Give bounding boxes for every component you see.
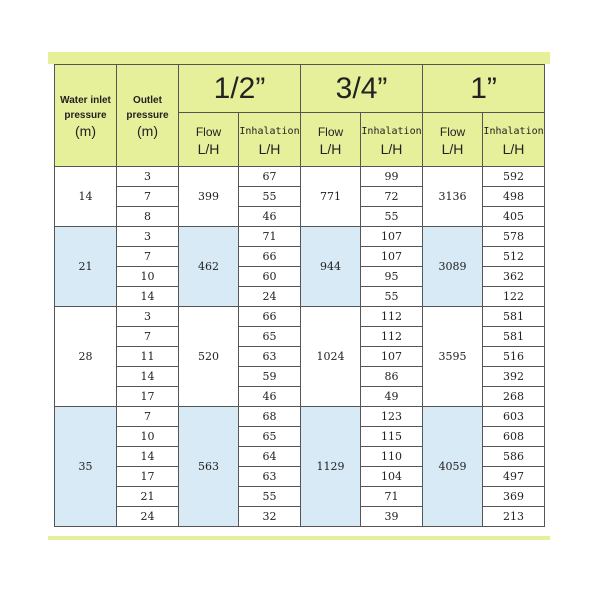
outlet-pressure-cell: 17	[117, 387, 179, 407]
inhalation-cell: 60	[239, 267, 301, 287]
inhalation-label: Inhalation	[239, 125, 300, 137]
inhalation-cell: 392	[483, 367, 545, 387]
flow-cell: 3089	[423, 227, 483, 307]
flow-cell: 3136	[423, 167, 483, 227]
inhalation-cell: 63	[239, 467, 301, 487]
inhalation-cell: 603	[483, 407, 545, 427]
inhalation-label: Inhalation	[361, 125, 422, 137]
inhalation-cell: 107	[361, 227, 423, 247]
inhalation-cell: 115	[361, 427, 423, 447]
flow-cell: 1129	[301, 407, 361, 527]
flow-header	[301, 113, 361, 167]
table-body	[55, 167, 545, 527]
outlet-pressure-cell: 14	[117, 447, 179, 467]
outlet-pressure-cell: 3	[117, 307, 179, 327]
top-accent-bar	[48, 52, 550, 64]
flow-cell: 563	[179, 407, 239, 527]
inhalation-cell: 362	[483, 267, 545, 287]
outlet-pressure-cell: 21	[117, 487, 179, 507]
inhalation-cell: 55	[239, 187, 301, 207]
inhalation-cell: 65	[239, 327, 301, 347]
outlet-pressure-cell: 14	[117, 287, 179, 307]
inhalation-cell: 586	[483, 447, 545, 467]
inhalation-cell: 55	[361, 207, 423, 227]
inhalation-cell: 65	[239, 427, 301, 447]
flow-label: Flow	[439, 124, 466, 139]
inhalation-cell: 112	[361, 327, 423, 347]
inhalation-cell: 123	[361, 407, 423, 427]
inhalation-cell: 46	[239, 207, 301, 227]
inhalation-cell: 498	[483, 187, 545, 207]
inhalation-cell: 99	[361, 167, 423, 187]
inlet-pressure-cell: 28	[55, 307, 117, 407]
outlet-pressure-cell: 3	[117, 227, 179, 247]
inlet-pressure-header	[55, 65, 117, 167]
inhalation-cell: 107	[361, 247, 423, 267]
outlet-pressure-cell: 7	[117, 407, 179, 427]
inlet-pressure-cell: 35	[55, 407, 117, 527]
outlet-pressure-cell: 24	[117, 507, 179, 527]
inhalation-cell: 46	[239, 387, 301, 407]
table-row	[55, 307, 545, 327]
outlet-header-line2: pressure	[126, 109, 169, 121]
outlet-pressure-cell: 7	[117, 187, 179, 207]
outlet-header-unit: (m)	[137, 122, 158, 139]
inhalation-cell: 497	[483, 467, 545, 487]
outlet-pressure-cell: 7	[117, 247, 179, 267]
outlet-header-line1: Outlet	[133, 94, 162, 106]
outlet-pressure-cell: 3	[117, 167, 179, 187]
pressure-flow-table	[54, 64, 545, 527]
inhalation-header	[361, 113, 423, 167]
inhalation-header	[483, 113, 545, 167]
flow-cell: 944	[301, 227, 361, 307]
inhalation-cell: 64	[239, 447, 301, 467]
inhalation-cell: 71	[239, 227, 301, 247]
flow-cell: 520	[179, 307, 239, 407]
flow-label: Flow	[195, 124, 222, 139]
flow-cell: 3595	[423, 307, 483, 407]
inlet-header-unit: (m)	[75, 122, 96, 139]
inhalation-cell: 268	[483, 387, 545, 407]
outlet-pressure-cell: 11	[117, 347, 179, 367]
inhalation-cell: 39	[361, 507, 423, 527]
inhalation-cell: 581	[483, 307, 545, 327]
outlet-pressure-cell: 7	[117, 327, 179, 347]
flow-header	[179, 113, 239, 167]
inhalation-cell: 67	[239, 167, 301, 187]
flow-unit: L/H	[441, 140, 464, 157]
inhalation-cell: 71	[361, 487, 423, 507]
inhalation-cell: 581	[483, 327, 545, 347]
inhalation-cell: 122	[483, 287, 545, 307]
inlet-pressure-cell: 14	[55, 167, 117, 227]
inhalation-cell: 213	[483, 507, 545, 527]
inhalation-cell: 112	[361, 307, 423, 327]
flow-label: Flow	[317, 124, 344, 139]
flow-cell: 771	[301, 167, 361, 227]
flow-cell: 399	[179, 167, 239, 227]
flow-unit: L/H	[197, 140, 220, 157]
inhalation-cell: 72	[361, 187, 423, 207]
size-header-three-quarter-inch: 3/4”	[301, 65, 423, 113]
outlet-pressure-header	[117, 65, 179, 167]
size-header-half-inch: 1/2”	[179, 65, 301, 113]
inhalation-cell: 66	[239, 247, 301, 267]
table-row	[55, 407, 545, 427]
inhalation-cell: 104	[361, 467, 423, 487]
inhalation-cell: 86	[361, 367, 423, 387]
inlet-pressure-cell: 21	[55, 227, 117, 307]
inhalation-unit: L/H	[502, 140, 525, 157]
outlet-pressure-cell: 17	[117, 467, 179, 487]
inhalation-label: Inhalation	[483, 125, 544, 137]
flow-cell: 4059	[423, 407, 483, 527]
inhalation-cell: 55	[239, 487, 301, 507]
table-row	[55, 227, 545, 247]
spec-sheet	[48, 52, 550, 540]
flow-cell: 462	[179, 227, 239, 307]
inhalation-cell: 66	[239, 307, 301, 327]
inlet-header-line2: pressure	[64, 109, 107, 121]
flow-unit: L/H	[319, 140, 342, 157]
inhalation-cell: 516	[483, 347, 545, 367]
inhalation-cell: 608	[483, 427, 545, 447]
bottom-accent-bar	[48, 536, 550, 540]
flow-header	[423, 113, 483, 167]
outlet-pressure-cell: 14	[117, 367, 179, 387]
inhalation-cell: 110	[361, 447, 423, 467]
inhalation-cell: 107	[361, 347, 423, 367]
inhalation-cell: 592	[483, 167, 545, 187]
table-row	[55, 167, 545, 187]
inhalation-cell: 32	[239, 507, 301, 527]
inhalation-cell: 49	[361, 387, 423, 407]
inhalation-cell: 55	[361, 287, 423, 307]
outlet-pressure-cell: 10	[117, 427, 179, 447]
inhalation-cell: 578	[483, 227, 545, 247]
inhalation-unit: L/H	[380, 140, 403, 157]
inhalation-cell: 369	[483, 487, 545, 507]
inhalation-unit: L/H	[258, 140, 281, 157]
inlet-header-line1: Water inlet	[60, 94, 111, 106]
flow-cell: 1024	[301, 307, 361, 407]
inhalation-cell: 405	[483, 207, 545, 227]
outlet-pressure-cell: 10	[117, 267, 179, 287]
inhalation-cell: 24	[239, 287, 301, 307]
outlet-pressure-cell: 8	[117, 207, 179, 227]
inhalation-cell: 59	[239, 367, 301, 387]
inhalation-header	[239, 113, 301, 167]
inhalation-cell: 512	[483, 247, 545, 267]
inhalation-cell: 68	[239, 407, 301, 427]
size-header-one-inch: 1”	[423, 65, 545, 113]
inhalation-cell: 95	[361, 267, 423, 287]
inhalation-cell: 63	[239, 347, 301, 367]
